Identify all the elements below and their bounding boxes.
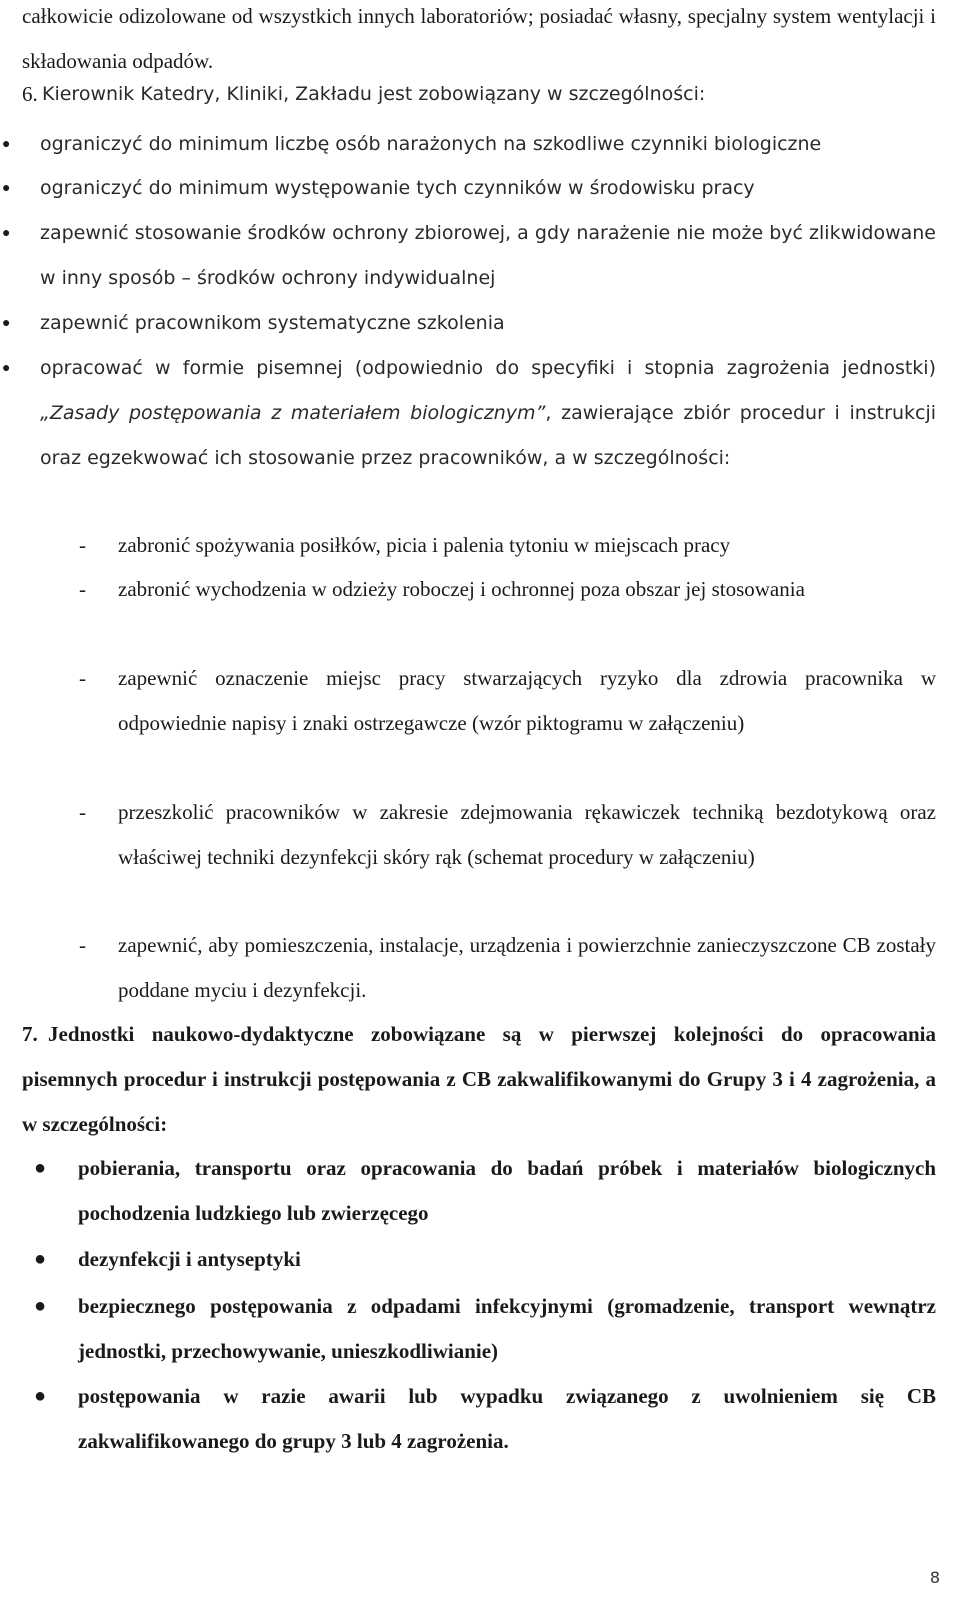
bullet-icon: ● — [2, 137, 11, 152]
item-6-dash-5: zapewnić, aby pomieszczenia, instalacje, urządzenia i powierzchnie zanieczyszczone CB zostały poddane myciu i dezynfekcji. — [118, 933, 936, 1002]
bullet-icon: ● — [2, 316, 11, 331]
bullet-icon: ● — [2, 226, 11, 241]
item-6-bullet-5 — [40, 346, 936, 481]
bullet-icon: ● — [2, 361, 11, 376]
dash-marker: - — [79, 666, 86, 690]
dash-marker: - — [79, 933, 86, 957]
bullet-icon: ● — [34, 1295, 47, 1317]
bullet-5-text-start: opracować w formie pisemnej (odpowiednio do specyfiki i stopnia zagrożenia jednostki) — [40, 357, 936, 379]
dash-marker: - — [79, 800, 86, 824]
item-7-bullet-2: dezynfekcji i antyseptyki — [78, 1247, 301, 1271]
bullet-icon: ● — [34, 1157, 47, 1179]
item-6-bullet-2: ograniczyć do minimum występowanie tych czynników w środowisku pracy — [40, 177, 755, 199]
item-7-number: 7. — [22, 1022, 38, 1046]
bullet-5-text-end: , zawierające zbiór procedur i instrukcji oraz egzekwować ich stosowanie przez pracowników, a w szczególności: — [40, 402, 936, 469]
item-7-bullet-1: pobierania, transportu oraz opracowania do badań próbek i materiałów biologicznych pochodzenia ludzkiego lub zwierzęcego — [78, 1156, 936, 1225]
bullet-icon: ● — [34, 1248, 47, 1270]
item-6-dash-4: przeszkolić pracowników w zakresie zdejmowania rękawiczek techniką bezdotykową oraz właściwej techniki dezynfekcji skóry rąk (schemat procedury w załączeniu) — [118, 800, 936, 869]
page-number: 8 — [929, 1568, 940, 1587]
item-6-bullet-3: zapewnić stosowanie środków ochrony zbiorowej, a gdy narażenie nie może być zlikwidowane w inny sposób – środków ochrony indywidualnej — [40, 222, 936, 289]
item-6-dash-1: zabronić spożywania posiłków, picia i palenia tytoniu w miejscach pracy — [118, 533, 731, 557]
intro-paragraph: całkowicie odizolowane od wszystkich innych laboratoriów; posiadać własny, specjalny system wentylacji i składowania odpadów. — [22, 4, 936, 73]
item-6-number: 6. — [22, 82, 38, 106]
bullet-icon: ● — [34, 1385, 47, 1407]
item-6-dash-2: zabronić wychodzenia w odzieży roboczej i ochronnej poza obszar jej stosowania — [118, 577, 805, 601]
item-6-heading: Kierownik Katedry, Kliniki, Zakładu jest zobowiązany w szczególności: — [42, 83, 706, 105]
item-6-bullet-1: ograniczyć do minimum liczbę osób narażonych na szkodliwe czynniki biologiczne — [40, 133, 822, 155]
item-7-bullet-3: bezpiecznego postępowania z odpadami infekcyjnymi (gromadzenie, transport wewnątrz jednostki, przechowywanie, unieszkodliwianie) — [78, 1294, 936, 1363]
bullet-icon: ● — [2, 181, 11, 196]
item-6-dash-3: zapewnić oznaczenie miejsc pracy stwarzających ryzyko dla zdrowia pracownika w odpowiednie napisy i znaki ostrzegawcze (wzór piktogramu w załączeniu) — [118, 666, 936, 735]
dash-marker: - — [79, 533, 86, 557]
item-6-bullet-4: zapewnić pracownikom systematyczne szkolenia — [40, 312, 505, 334]
item-7-heading: Jednostki naukowo-dydaktyczne zobowiązane są w pierwszej kolejności do opracowania pisemnych procedur i instrukcji postępowania z CB zakwalifikowanymi do Grupy 3 i 4 zagrożenia, a w szczególności: — [22, 1022, 936, 1136]
document-title-italic: „Zasady postępowania z materiałem biologicznym” — [40, 402, 546, 424]
item-7-bullet-4: postępowania w razie awarii lub wypadku związanego z uwolnieniem się CB zakwalifikowanego do grupy 3 lub 4 zagrożenia. — [78, 1384, 936, 1453]
dash-marker: - — [79, 577, 86, 601]
